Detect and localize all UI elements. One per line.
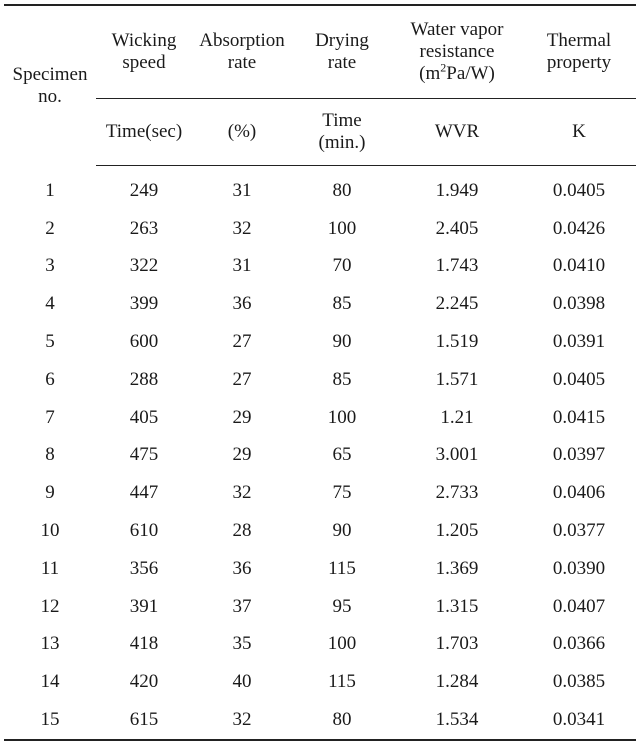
specimen-cell: 13 <box>40 633 60 655</box>
wvr-cell: 1.21 <box>440 406 474 428</box>
drying-cell: 95 <box>332 595 352 617</box>
drying-cell: 80 <box>332 709 352 731</box>
table-row <box>4 512 636 550</box>
specimen-property-table <box>4 4 636 741</box>
header-wvr-unit: $(m^2Pa/W)$ <box>419 60 495 84</box>
specimen-cell: 8 <box>45 444 55 466</box>
k-cell: 0.0391 <box>552 331 606 353</box>
table-row <box>4 663 636 701</box>
wicking-cell: 447 <box>129 482 159 504</box>
wicking-cell: 391 <box>129 595 159 617</box>
wvr-cell: 1.315 <box>435 595 479 617</box>
absorption-cell: 36 <box>232 557 252 579</box>
wvr-cell: 1.519 <box>435 331 479 353</box>
k-cell: 0.0366 <box>552 633 606 655</box>
specimen-cell: 5 <box>45 331 55 353</box>
drying-cell: 100 <box>327 633 357 655</box>
table-row <box>4 437 636 475</box>
absorption-cell: 36 <box>232 293 252 315</box>
absorption-cell: 27 <box>232 368 252 390</box>
wvr-cell: 2.405 <box>435 217 479 239</box>
wicking-cell: 420 <box>129 671 159 693</box>
specimen-cell: 1 <box>45 179 55 201</box>
absorption-cell: 32 <box>232 482 252 504</box>
k-cell: 0.0426 <box>552 217 606 239</box>
absorption-cell: 37 <box>232 595 252 617</box>
table-row <box>4 474 636 512</box>
k-cell: 0.0415 <box>552 406 606 428</box>
drying-cell: 115 <box>328 557 356 579</box>
header-specimen-no: Specimen no. <box>12 63 88 107</box>
wvr-cell: 1.703 <box>435 633 479 655</box>
table-row <box>4 361 636 399</box>
wicking-cell: 288 <box>129 368 159 390</box>
wvr-cell: 1.571 <box>435 368 479 390</box>
wvr-cell: 1.743 <box>435 255 479 277</box>
specimen-cell: 7 <box>45 406 55 428</box>
table-row <box>4 210 636 248</box>
subheader-percent: (%) <box>192 99 292 166</box>
table-row <box>4 626 636 664</box>
table-row <box>4 285 636 323</box>
wvr-cell: 1.534 <box>435 709 479 731</box>
header-wicking-speed: Wicking speed <box>96 5 192 99</box>
absorption-cell: 32 <box>232 709 252 731</box>
k-cell: 0.0410 <box>552 255 606 277</box>
k-cell: 0.0397 <box>552 444 606 466</box>
subheader-k: K <box>522 99 636 166</box>
drying-cell: 100 <box>327 406 357 428</box>
wicking-cell: 399 <box>129 293 159 315</box>
drying-cell: 70 <box>332 255 352 277</box>
wicking-cell: 322 <box>129 255 159 277</box>
subheader-wvr: WVR <box>392 99 522 166</box>
wicking-cell: 475 <box>129 444 159 466</box>
header-thermal-property: Thermal property <box>522 5 636 99</box>
absorption-cell: 27 <box>232 331 252 353</box>
drying-cell: 115 <box>328 671 356 693</box>
k-cell: 0.0341 <box>552 709 606 731</box>
absorption-cell: 28 <box>232 520 252 542</box>
wvr-cell: 2.733 <box>435 482 479 504</box>
wvr-cell: 1.369 <box>435 557 479 579</box>
specimen-cell: 10 <box>40 520 60 542</box>
header-wvr-label: Water vapor resistance <box>410 19 504 62</box>
drying-cell: 80 <box>332 179 352 201</box>
subheader-time-sec: Time(sec) <box>96 99 192 166</box>
table-row <box>4 701 636 740</box>
specimen-cell: 14 <box>40 671 60 693</box>
wicking-cell: 615 <box>129 709 159 731</box>
subheader-time-min: Time (min.) <box>292 99 392 166</box>
k-cell: 0.0406 <box>552 482 606 504</box>
k-cell: 0.0398 <box>552 293 606 315</box>
k-cell: 0.0385 <box>552 671 606 693</box>
k-cell: 0.0405 <box>552 179 606 201</box>
header-water-vapor-resistance <box>392 5 522 99</box>
k-cell: 0.0390 <box>552 557 606 579</box>
specimen-cell: 2 <box>45 217 55 239</box>
drying-cell: 90 <box>332 520 352 542</box>
wicking-cell: 610 <box>129 520 159 542</box>
table-row <box>4 323 636 361</box>
specimen-cell: 4 <box>45 293 55 315</box>
drying-cell: 85 <box>332 368 352 390</box>
drying-cell: 65 <box>332 444 352 466</box>
wicking-cell: 405 <box>129 406 159 428</box>
drying-cell: 85 <box>332 293 352 315</box>
wicking-cell: 249 <box>129 179 159 201</box>
specimen-cell: 11 <box>40 557 60 579</box>
table-row <box>4 399 636 437</box>
table-row <box>4 588 636 626</box>
wicking-cell: 263 <box>129 217 159 239</box>
drying-cell: 75 <box>332 482 352 504</box>
wvr-cell: 1.949 <box>435 179 479 201</box>
table-row <box>4 166 636 210</box>
subheader-row <box>4 99 636 166</box>
absorption-cell: 29 <box>232 406 252 428</box>
wicking-cell: 600 <box>129 331 159 353</box>
specimen-cell: 15 <box>40 709 60 731</box>
wicking-cell: 418 <box>129 633 159 655</box>
header-absorption-rate: Absorption rate <box>192 5 292 99</box>
wicking-cell: 356 <box>129 557 159 579</box>
header-drying-rate: Drying rate <box>292 5 392 99</box>
drying-cell: 90 <box>332 331 352 353</box>
wvr-cell: 1.284 <box>435 671 479 693</box>
header-row <box>4 5 636 99</box>
drying-cell: 100 <box>327 217 357 239</box>
wvr-cell: 2.245 <box>435 293 479 315</box>
absorption-cell: 29 <box>232 444 252 466</box>
table-row <box>4 248 636 286</box>
table-body <box>4 166 636 740</box>
specimen-cell: 9 <box>45 482 55 504</box>
specimen-cell: 6 <box>45 368 55 390</box>
wvr-cell: 1.205 <box>435 520 479 542</box>
k-cell: 0.0405 <box>552 368 606 390</box>
table-row <box>4 550 636 588</box>
k-cell: 0.0407 <box>552 595 606 617</box>
absorption-cell: 32 <box>232 217 252 239</box>
wvr-cell: 3.001 <box>435 444 479 466</box>
k-cell: 0.0377 <box>552 520 606 542</box>
absorption-cell: 31 <box>232 179 252 201</box>
absorption-cell: 31 <box>232 255 252 277</box>
specimen-cell: 3 <box>45 255 55 277</box>
absorption-cell: 35 <box>232 633 252 655</box>
specimen-cell: 12 <box>40 595 60 617</box>
absorption-cell: 40 <box>232 671 252 693</box>
